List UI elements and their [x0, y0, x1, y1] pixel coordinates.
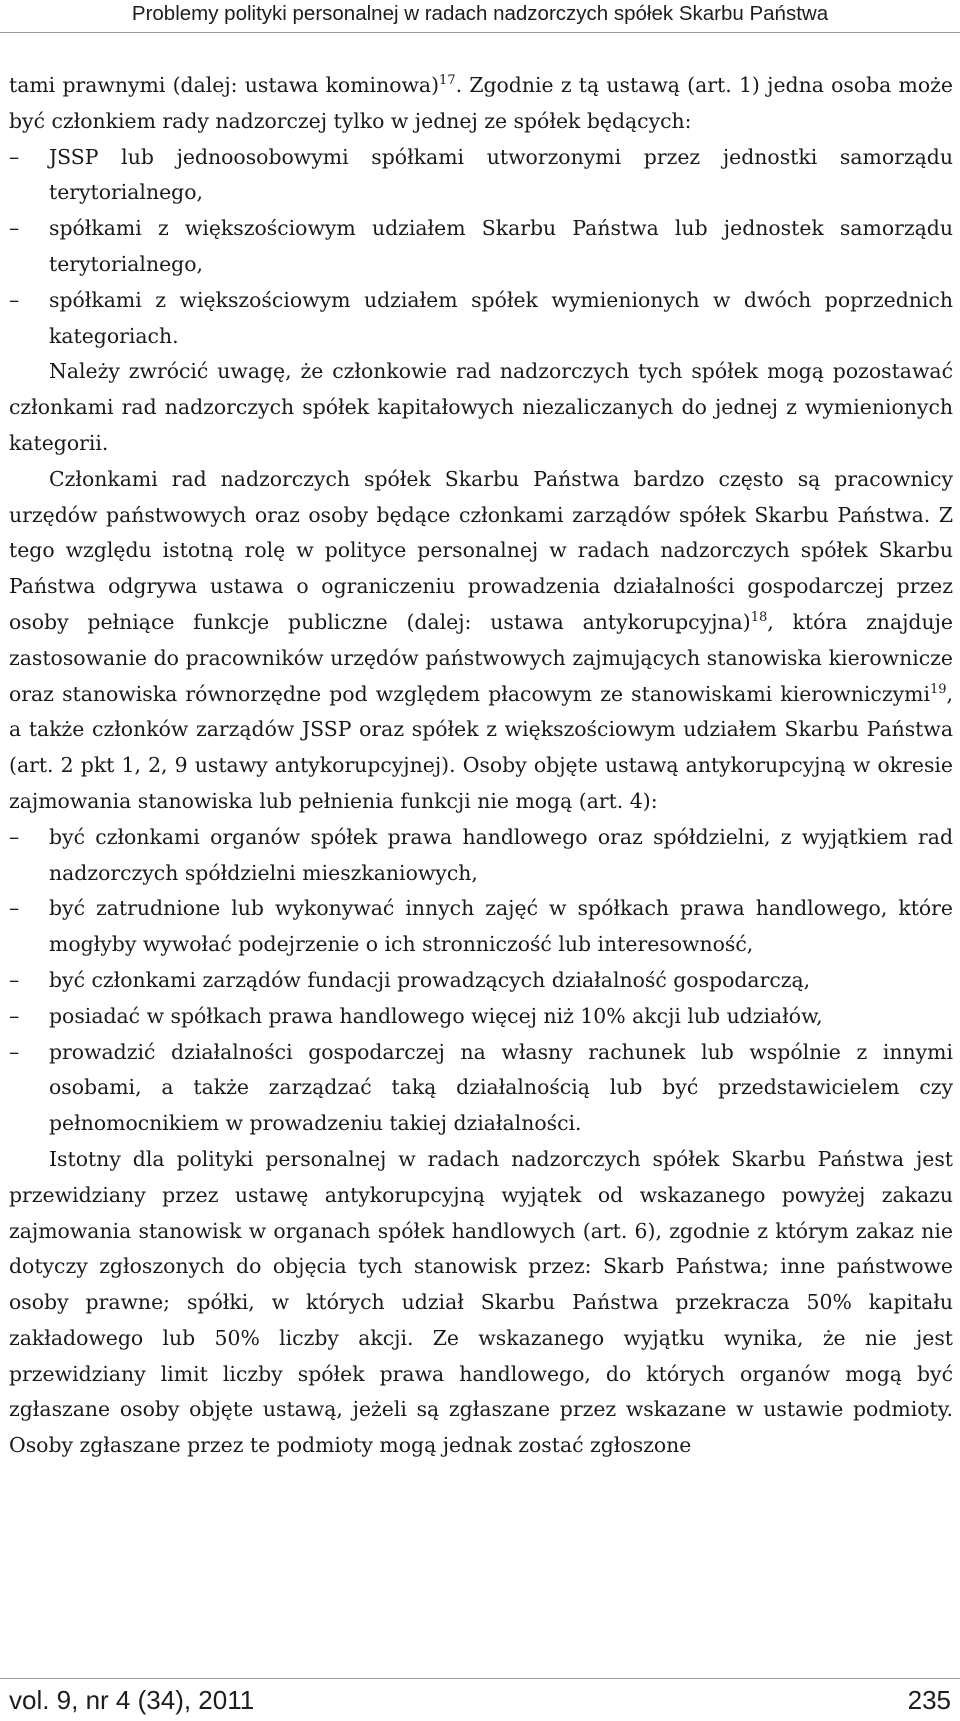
list-item-text: spółkami z większościowym udziałem Skarbu Państwa lub jednostek samorządu terytorialnego,: [49, 216, 953, 276]
running-header: Problemy polityki personalnej w radach nadzorczych spółek Skarbu Państwa: [131, 2, 829, 25]
list-dash: –: [9, 216, 20, 241]
list-item-text: być członkami organów spółek prawa handlowego oraz spółdzielni, z wyjątkiem rad nadzorczych spółdzielni mieszkaniowych,: [49, 824, 953, 885]
list-item-text: spółkami z większościowym udziałem spółek wymienionych w dwóch poprzednich kategoriach.: [49, 287, 953, 348]
list-item-text: posiadać w spółkach prawa handlowego więcej niż 10% akcji lub udziałów,: [49, 1003, 823, 1028]
list-dash: –: [9, 1039, 20, 1064]
list-item-text: być członkami zarządów fundacji prowadzących działalność gospodarczą,: [49, 967, 811, 992]
page-body: [9, 68, 953, 1464]
paragraph-2: Należy zwrócić uwagę, że członkowie rad nadzorczych tych spółek mogą pozostawać członkami rad nadzorczych spółek kapitałowych niezaliczanych do jednej z wymienionych kategorii.: [9, 359, 953, 455]
eligibility-list: [9, 140, 953, 355]
paragraph-3: [9, 462, 953, 820]
paragraph-3-text-c: , a także członków zarządów JSSP oraz spółek z większościowym udziałem Skarbu Państwa (art. 2 pkt 1, 2, 9 ustawy antykorupcyjnej). Osoby objęte ustawą antykorupcyjną w okresie zajmowania stanowiska lub pełnienia funkcji nie mogą (art. 4):: [9, 681, 953, 813]
paragraph-1-text-b: . Zgodnie z tą ustawą (art. 1) jedna osoba może być członkiem rady nadzorczej tylko w jednej ze spółek będących:: [9, 73, 953, 133]
list-item-text: JSSP lub jednoosobowymi spółkami utworzonymi przez jednostki samorządu terytorialnego,: [49, 144, 953, 205]
header-divider: [0, 32, 960, 33]
paragraph-1-text-a: tami prawnymi (dalej: ustawa kominowa): [9, 73, 440, 97]
list-dash: –: [9, 896, 20, 921]
footnote-ref-19[interactable]: 19: [929, 681, 947, 697]
prohibitions-list: [9, 820, 953, 1142]
list-item: [9, 283, 953, 355]
list-item: [9, 211, 953, 283]
footnote-ref-17[interactable]: 17: [439, 73, 456, 88]
list-item-text: być zatrudnione lub wykonywać innych zajęć w spółkach prawa handlowego, które mogłyby wywołać podejrzenie o ich stronniczość lub interesowność,: [49, 896, 953, 957]
list-dash: –: [9, 144, 20, 169]
list-item: [9, 1035, 953, 1142]
list-item: [9, 891, 953, 963]
list-item: [9, 999, 953, 1035]
paragraph-3-text-a: Członkami rad nadzorczych spółek Skarbu Państwa bardzo często są pracownicy urzędów państwowych oraz osoby będące członkami zarządów spółek Skarbu Państwa. Z tego względu istotną rolę w polityce personalnej w radach nadzorczych spółek Skarbu Państwa odgrywa ustawa o ograniczeniu prowadzenia działalności gospodarczej przez osoby pełniące funkcje publiczne (dalej: ustawa antykorupcyjna): [9, 466, 953, 634]
paragraph-3-text-b: , która znajduje zastosowanie do pracowników urzędów państwowych zajmujących stanowiska kierownicze oraz stanowiska równorzędne pod względem płacowym ze stanowiskami kierowniczymi: [9, 609, 953, 706]
journal-citation: vol. 9, nr 4 (34), 2011: [9, 1685, 255, 1715]
footer-divider: [0, 1678, 960, 1679]
page-number: 235: [907, 1685, 951, 1715]
list-item: [9, 963, 953, 999]
paragraph-4: Istotny dla polityki personalnej w radach nadzorczych spółek Skarbu Państwa jest przewidziany przez ustawę antykorupcyjną wyjątek od wskazanego powyżej zakazu zajmowania stanowisk w organach spółek handlowych (art. 6), zgodnie z którym zakaz nie dotyczy zgłoszonych do objęcia tych stanowisk przez: Skarb Państwa; inne państwowe osoby prawne; spółki, w których udział Skarbu Państwa przekracza 50% kapitału zakładowego lub 50% liczby akcji. Ze wskazanego wyjątku wynika, że nie jest przewidziany limit liczby spółek prawa handlowego, do których organów mogą być zgłaszane osoby objęte ustawą, jeżeli są zgłaszane przez wskazane w ustawie podmioty. Osoby zgłaszane przez te podmioty mogą jednak zostać zgłoszone: [9, 1146, 953, 1458]
list-dash: –: [9, 824, 20, 849]
list-dash: –: [9, 1003, 20, 1028]
list-item: [9, 820, 953, 892]
list-dash: –: [9, 287, 20, 312]
list-dash: –: [9, 967, 20, 992]
paragraph-1: [9, 68, 953, 140]
footnote-ref-18[interactable]: 18: [750, 609, 768, 625]
list-item: [9, 140, 953, 212]
list-item-text: prowadzić działalności gospodarczej na własny rachunek lub wspólnie z innymi osobami, a także zarządzać taką działalnością lub być przedstawicielem czy pełnomocnikiem w prowadzeniu takiej działalności.: [49, 1039, 953, 1136]
